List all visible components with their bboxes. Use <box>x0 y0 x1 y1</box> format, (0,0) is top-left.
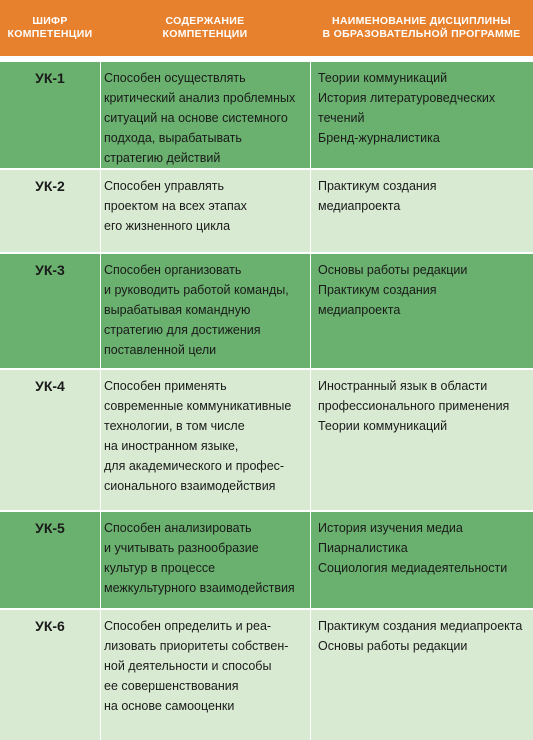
competency-disciplines: Практикум создания медиапроекта Основы работы редакции <box>318 619 523 653</box>
competency-disciplines: Практикум создания медиапроекта <box>318 179 437 213</box>
header-disciplines: НАИМЕНОВАНИЕ ДИСЦИПЛИНЫ В ОБРАЗОВАТЕЛЬНОЙ ПРОГРАММЕ <box>322 15 521 40</box>
competency-content: Способен применять современные коммуникативные технологии, в том числе на иностранном языке, для академического и профес- сионального взаимодействия <box>104 379 292 493</box>
competency-content: Способен управлять проектом на всех этапах его жизненного цикла <box>104 179 247 233</box>
competency-code: УК-3 <box>35 262 65 278</box>
competency-disciplines: История изучения медиа Пиарналистика Социология медиадеятельности <box>318 521 508 575</box>
table-row <box>0 610 533 740</box>
competency-code: УК-1 <box>35 70 65 86</box>
competency-code: УК-2 <box>35 178 65 194</box>
table-row <box>0 170 533 252</box>
competency-disciplines: Теории коммуникаций История литературоведческих течений Бренд-журналистика <box>318 71 496 145</box>
competency-content: Способен организовать и руководить работой команды, вырабатывая командную стратегию для достижения поставленной цели <box>104 263 289 357</box>
competency-code: УК-6 <box>35 618 65 634</box>
table-header <box>0 0 533 56</box>
table-row <box>0 370 533 510</box>
competency-content: Способен анализировать и учитывать разнообразие культур в процессе межкультурного взаимодействия <box>104 521 295 595</box>
column-divider <box>100 62 101 740</box>
table-row <box>0 62 533 168</box>
header-content: СОДЕРЖАНИЕ КОМПЕТЕНЦИИ <box>162 15 248 40</box>
competency-code: УК-4 <box>35 378 65 394</box>
competency-disciplines: Иностранный язык в области профессионального применения Теории коммуникаций <box>318 379 510 433</box>
table-row <box>0 512 533 608</box>
competency-content: Способен определить и реа- лизовать приоритеты собствен- ной деятельности и способы ее совершенствования на основе самооценки <box>104 619 289 713</box>
table-row <box>0 254 533 368</box>
competency-disciplines: Основы работы редакции Практикум создания медиапроекта <box>318 263 468 317</box>
header-code: ШИФР КОМПЕТЕНЦИИ <box>7 15 93 40</box>
competency-code: УК-5 <box>35 520 65 536</box>
competency-content: Способен осуществлять критический анализ проблемных ситуаций на основе системного подхода, вырабатывать стратегию действий <box>104 71 296 165</box>
column-divider <box>310 62 311 740</box>
